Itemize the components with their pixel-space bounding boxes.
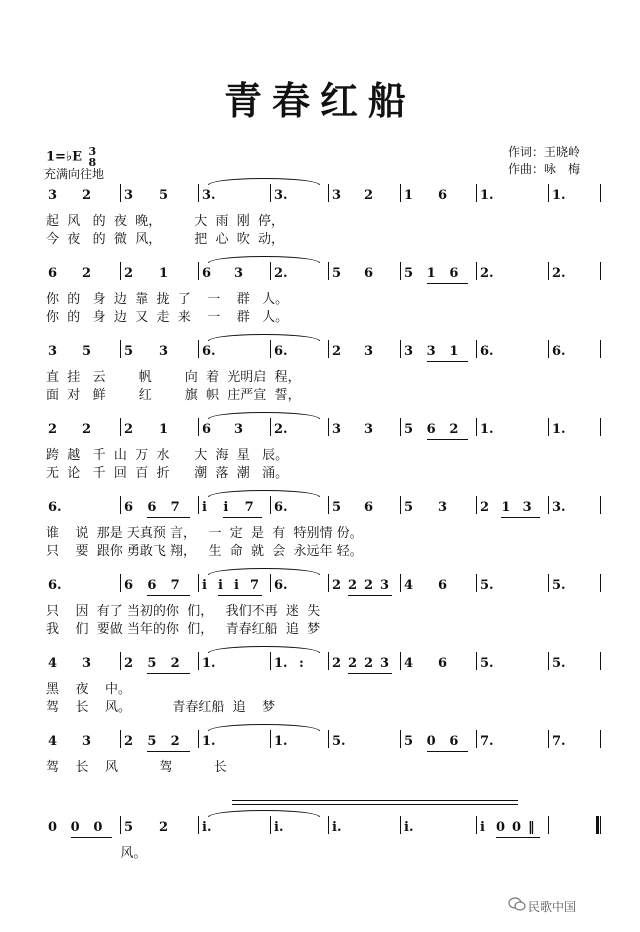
note: 1. — [202, 734, 216, 749]
note: 2 — [364, 188, 374, 203]
bar-line — [400, 418, 401, 436]
song-title: 青春红船 — [223, 78, 416, 123]
wechat-icon — [508, 896, 526, 912]
tie-arc — [208, 724, 320, 731]
bar-line — [476, 730, 477, 748]
note: 3 — [426, 344, 436, 359]
note: 6 — [202, 266, 212, 281]
note: 3 — [234, 422, 244, 437]
bar-line — [120, 418, 121, 436]
bar-line — [400, 816, 401, 834]
note: 0 — [70, 820, 80, 835]
note: 3 — [234, 266, 244, 281]
lyrics-line-1: 直 挂 云 帆 向 着 光明启 程， — [46, 370, 301, 385]
note: 2. — [274, 422, 288, 437]
bar-line — [120, 652, 121, 670]
bar-line — [198, 184, 199, 202]
final-bar-line — [596, 816, 599, 834]
watermark: 民歌中国 — [528, 900, 577, 914]
note: 6. — [274, 344, 288, 359]
note: i. — [274, 820, 284, 835]
bar-line — [548, 652, 549, 670]
note: 6. — [202, 344, 216, 359]
note: 1. — [552, 188, 566, 203]
note: 3 — [332, 188, 342, 203]
bar-line — [328, 574, 329, 592]
key-signature-text: 1=♭E — [46, 149, 82, 165]
bar-line — [400, 652, 401, 670]
note: 3 — [438, 500, 448, 515]
bar-line — [600, 816, 601, 834]
note: 5 — [332, 266, 342, 281]
note: 3 — [124, 188, 134, 203]
note: 5 — [159, 188, 169, 203]
bar-line — [400, 340, 401, 358]
note: 2. — [480, 266, 494, 281]
note: : — [299, 656, 304, 671]
beam-line — [496, 837, 540, 838]
note: 6. — [274, 578, 288, 593]
bar-line — [270, 496, 271, 514]
note: 3 — [404, 344, 414, 359]
note: 1. — [480, 422, 494, 437]
composer-credit: 作曲：咏 梅 — [508, 162, 581, 176]
note: 1 — [501, 500, 511, 515]
note: ‖ — [528, 820, 535, 835]
note: 6 — [48, 266, 58, 281]
note: 6 — [438, 656, 448, 671]
note: 6 — [438, 578, 448, 593]
note: 3 — [364, 344, 374, 359]
note: 6 — [449, 734, 459, 749]
bar-line — [198, 262, 199, 280]
note: 6 — [426, 422, 436, 437]
bar-line — [198, 652, 199, 670]
note: 2. — [274, 266, 288, 281]
note: 2 — [124, 266, 134, 281]
note: 6. — [274, 500, 288, 515]
note: 7. — [480, 734, 494, 749]
bar-line — [270, 262, 271, 280]
note: 2 — [82, 422, 92, 437]
time-signature-top: 3 — [88, 145, 97, 158]
note: 2 — [124, 734, 134, 749]
bar-line — [270, 730, 271, 748]
note: 7 — [244, 500, 254, 515]
bar-line — [328, 418, 329, 436]
note: 3. — [552, 500, 566, 515]
note: 3. — [274, 188, 288, 203]
beam-line — [348, 595, 392, 596]
lyrics-line-1: 谁 说 那是 天真预 言， 一 定 是 有 特别情 份。 — [46, 526, 363, 541]
note: 5. — [480, 578, 494, 593]
bar-line — [328, 496, 329, 514]
bar-line — [328, 184, 329, 202]
bar-line — [198, 574, 199, 592]
note: 1. — [274, 656, 288, 671]
bar-line — [328, 816, 329, 834]
beam-line — [427, 439, 468, 440]
bar-line — [270, 184, 271, 202]
lyrics-line-2: 面 对 鲜 红 旗 帜 庄严宣 誓， — [46, 388, 301, 403]
bar-line — [600, 730, 601, 748]
note: 1 — [159, 266, 169, 281]
note: 4 — [48, 734, 58, 749]
lyrics-line-1: 黑 夜 中。 — [46, 682, 132, 697]
bar-line — [476, 184, 477, 202]
note: 2 — [82, 188, 92, 203]
note: 6 — [438, 188, 448, 203]
beam-line — [147, 595, 190, 596]
note: 6. — [552, 344, 566, 359]
note: 6 — [449, 266, 459, 281]
beam-line — [147, 673, 190, 674]
bar-line — [120, 340, 121, 358]
note: i — [218, 578, 223, 593]
note: 5 — [82, 344, 92, 359]
beam-line — [71, 837, 112, 838]
note: 2 — [364, 578, 374, 593]
beam-line — [223, 517, 262, 518]
note: 5 — [404, 422, 414, 437]
note: 2 — [449, 422, 459, 437]
note: 2 — [348, 656, 358, 671]
note: 6 — [124, 578, 134, 593]
lyrics-line-1: 你 的 身 边 靠 拢 了 一 群 人。 — [46, 292, 289, 307]
bar-line — [328, 262, 329, 280]
note: i. — [404, 820, 414, 835]
note: 3 — [82, 656, 92, 671]
note: 0 — [93, 820, 103, 835]
bar-line — [198, 730, 199, 748]
bar-line — [198, 340, 199, 358]
sustain-line — [232, 804, 518, 805]
bar-line — [328, 340, 329, 358]
note: 6. — [48, 578, 62, 593]
note: 2 — [364, 656, 374, 671]
note: 6. — [480, 344, 494, 359]
beam-line — [218, 595, 262, 596]
note: 2 — [332, 656, 342, 671]
beam-line — [147, 517, 190, 518]
note: 2 — [124, 422, 134, 437]
bar-line — [400, 262, 401, 280]
note: 5 — [404, 734, 414, 749]
note: i — [223, 500, 229, 515]
bar-line — [600, 652, 601, 670]
note: 5 — [147, 734, 157, 749]
note: 2 — [124, 656, 134, 671]
bar-line — [270, 418, 271, 436]
tie-arc — [208, 256, 320, 263]
note: 4 — [48, 656, 58, 671]
note: 2 — [348, 578, 358, 593]
note: 3 — [159, 344, 169, 359]
note: 3 — [332, 422, 342, 437]
note: 3 — [380, 578, 390, 593]
note: 3 — [522, 500, 532, 515]
bar-line — [120, 496, 121, 514]
tie-arc — [208, 490, 320, 497]
note: 3 — [48, 344, 58, 359]
tie-arc — [208, 646, 320, 653]
tie-arc — [208, 568, 320, 575]
bar-line — [328, 652, 329, 670]
bar-line — [400, 730, 401, 748]
note: i — [202, 578, 207, 593]
note: i — [202, 500, 207, 515]
bar-line — [548, 816, 549, 834]
lyrics-line-1: 驾 长 风 驾 长 — [46, 760, 227, 775]
note: 5 — [332, 500, 342, 515]
note: 3 — [380, 656, 390, 671]
tie-arc — [208, 412, 320, 419]
bar-line — [400, 574, 401, 592]
bar-line — [476, 262, 477, 280]
bar-line — [270, 816, 271, 834]
note: 2 — [82, 266, 92, 281]
note: 5. — [480, 656, 494, 671]
note: 2 — [170, 656, 180, 671]
bar-line — [548, 418, 549, 436]
bar-line — [400, 496, 401, 514]
note: 6 — [202, 422, 212, 437]
bar-line — [600, 340, 601, 358]
bar-line — [476, 418, 477, 436]
bar-line — [600, 184, 601, 202]
note: i — [234, 578, 239, 593]
bar-line — [476, 340, 477, 358]
bar-line — [270, 340, 271, 358]
note: 0 — [48, 820, 58, 835]
bar-line — [198, 418, 199, 436]
note: 7 — [250, 578, 260, 593]
time-signature-bottom: 8 — [88, 156, 97, 169]
lyrics-line-1: 风。 — [46, 846, 147, 861]
note: 5. — [552, 656, 566, 671]
note: 2 — [170, 734, 180, 749]
note: 5. — [552, 578, 566, 593]
note: 5 — [404, 266, 414, 281]
note: 2 — [48, 422, 58, 437]
note: 6 — [147, 578, 157, 593]
note: i — [480, 820, 485, 835]
note: 0 — [496, 820, 506, 835]
note: 5. — [332, 734, 346, 749]
beam-line — [427, 751, 468, 752]
lyrics-line-1: 只 因 有了 当初的你 们， 我们不再 迷 失 — [46, 604, 321, 619]
bar-line — [600, 496, 601, 514]
note: 6 — [364, 266, 374, 281]
tie-arc — [208, 810, 320, 817]
note: 6 — [124, 500, 134, 515]
bar-line — [548, 184, 549, 202]
beam-line — [348, 673, 392, 674]
note: 1. — [202, 656, 216, 671]
lyrics-line-2: 只 要 跟你 勇敢飞 翔， 生 命 就 会 永远年 轻。 — [46, 544, 363, 559]
note: 3. — [202, 188, 216, 203]
note: 1 — [426, 266, 436, 281]
lyrics-line-1: 起 风 的 夜 晚， 大 雨 刚 停， — [46, 214, 285, 229]
note: 7 — [170, 578, 180, 593]
lyricist-credit: 作词：王晓岭 — [508, 145, 581, 159]
beam-line — [501, 517, 540, 518]
bar-line — [270, 574, 271, 592]
lyrics-line-2: 今 夜 的 微 风， 把 心 吹 动， — [46, 232, 285, 247]
tempo-marking: 充满向往地 — [44, 167, 105, 181]
note: 2 — [332, 578, 342, 593]
beam-line — [427, 361, 468, 362]
note: 3 — [82, 734, 92, 749]
lyrics-line-2: 你 的 身 边 又 走 来 一 群 人。 — [46, 310, 289, 325]
bar-line — [120, 262, 121, 280]
note: 2. — [552, 266, 566, 281]
note: 3 — [364, 422, 374, 437]
bar-line — [600, 262, 601, 280]
note: 5 — [124, 344, 134, 359]
tie-arc — [208, 178, 320, 185]
sustain-line — [232, 800, 518, 801]
bar-line — [548, 730, 549, 748]
bar-line — [476, 816, 477, 834]
bar-line — [198, 816, 199, 834]
lyrics-line-2: 我 们 要做 当年的你 们， 青春红船 追 梦 — [46, 622, 321, 637]
note: 4 — [404, 578, 414, 593]
bar-line — [476, 652, 477, 670]
bar-line — [600, 574, 601, 592]
bar-line — [120, 574, 121, 592]
tie-arc — [208, 334, 320, 341]
lyrics-line-1: 跨 越 千 山 万 水 大 海 星 辰。 — [46, 448, 289, 463]
bar-line — [548, 496, 549, 514]
note: 1 — [404, 188, 414, 203]
note: 1 — [449, 344, 459, 359]
bar-line — [476, 574, 477, 592]
note: 2 — [480, 500, 490, 515]
bar-line — [198, 496, 199, 514]
bar-line — [120, 816, 121, 834]
note: 6 — [147, 500, 157, 515]
note: 0 — [426, 734, 436, 749]
bar-line — [270, 652, 271, 670]
note: 7 — [170, 500, 180, 515]
bar-line — [548, 262, 549, 280]
lyrics-line-2: 无 论 千 回 百 折 潮 落 潮 涌。 — [46, 466, 289, 481]
bar-line — [548, 340, 549, 358]
note: 1 — [159, 422, 169, 437]
bar-line — [328, 730, 329, 748]
note: 5 — [147, 656, 157, 671]
bar-line — [548, 574, 549, 592]
note: 1. — [274, 734, 288, 749]
note: 5 — [124, 820, 134, 835]
note: 6 — [364, 500, 374, 515]
note: i. — [332, 820, 342, 835]
beam-line — [147, 751, 190, 752]
note: 3 — [48, 188, 58, 203]
lyrics-line-2: 驾 长 风。 青春红船 追 梦 — [46, 700, 276, 715]
beam-line — [427, 283, 468, 284]
note: 5 — [404, 500, 414, 515]
note: 2 — [159, 820, 169, 835]
note: 1. — [480, 188, 494, 203]
note: i. — [202, 820, 212, 835]
bar-line — [120, 184, 121, 202]
note: 1. — [552, 422, 566, 437]
note: 4 — [404, 656, 414, 671]
note: 2 — [332, 344, 342, 359]
note: 6. — [48, 500, 62, 515]
bar-line — [600, 418, 601, 436]
bar-line — [120, 730, 121, 748]
bar-line — [476, 496, 477, 514]
note: 0 — [512, 820, 522, 835]
note: 7. — [552, 734, 566, 749]
bar-line — [400, 184, 401, 202]
